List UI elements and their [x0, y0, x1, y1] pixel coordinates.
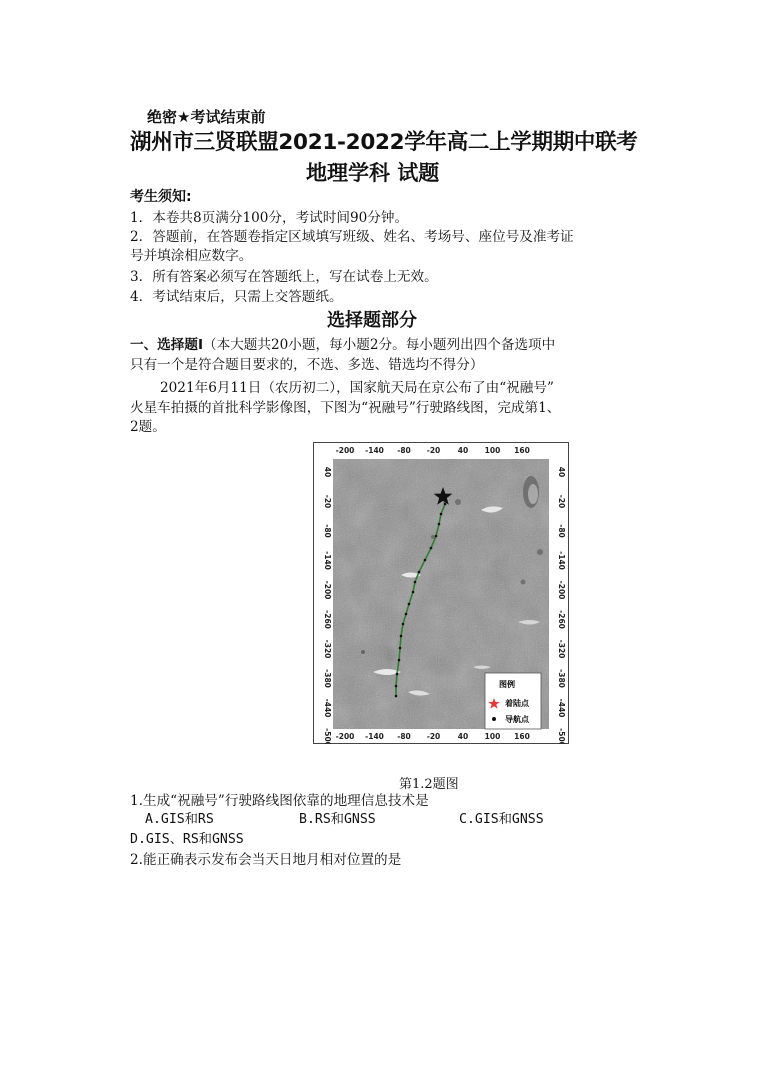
legend-title: 图例 [499, 680, 515, 689]
secret-label: 绝密★考试结束前 [147, 108, 266, 126]
nav-point [414, 581, 417, 584]
x-tick-label: -200 [335, 446, 355, 455]
map-legend [485, 673, 541, 729]
part-desc: （本大题共20小题，每小题2分。每小题列出四个备选项中 [203, 337, 556, 353]
intro-text: 2题。 [130, 419, 166, 435]
y-tick-label: -200 [557, 580, 566, 600]
nav-point [400, 635, 403, 638]
legend-dot-icon [492, 717, 496, 721]
x-tick-label: -200 [335, 732, 355, 741]
question-2: 2.能正确表示发布会当天日地月相对位置的是 [130, 852, 402, 868]
exam-subtitle: 地理学科 试题 [306, 161, 440, 185]
part-heading [130, 333, 555, 353]
y-tick-label: -140 [323, 551, 332, 570]
legend-landing: 着陆点 [505, 699, 529, 708]
route-map [313, 442, 569, 744]
y-tick-label: 40 [557, 466, 566, 478]
notice-item: 3．所有答案必须写在答题纸上，写在试卷上无效。 [130, 269, 438, 285]
y-tick-label: -20 [557, 494, 566, 509]
nav-point [395, 685, 398, 688]
x-tick-label: 100 [484, 732, 501, 741]
y-tick-label: 40 [323, 466, 332, 478]
notice-item: 号并填涂相应数字。 [130, 248, 253, 264]
nav-point [424, 559, 427, 562]
part-desc-2: 只有一个是符合题目要求的，不选、多选、错选均不得分） [130, 357, 484, 373]
notice-item: 2．答题前，在答题卷指定区域填写班级、姓名、考场号、座位号及准考证 [130, 229, 574, 245]
y-tick-label: -260 [557, 610, 566, 629]
y-tick-label: -380 [323, 669, 332, 688]
x-tick-label: -140 [365, 732, 384, 741]
y-tick-label: -260 [323, 610, 332, 629]
x-tick-label: -20 [426, 446, 441, 455]
section-title: 选择题部分 [327, 310, 417, 331]
y-tick-label: -140 [557, 551, 566, 570]
x-tick-label: -80 [397, 732, 411, 741]
option-a: A.GIS和RS [145, 812, 214, 827]
nav-point [438, 523, 441, 526]
nav-point [430, 547, 433, 550]
y-tick-label: -80 [557, 524, 566, 538]
x-tick-label: 40 [457, 732, 469, 741]
x-tick-label: -20 [426, 732, 441, 741]
intro-text: 火星车拍摄的首批科学影像图，下图为“祝融号”行驶路线图，完成第1、 [130, 400, 561, 416]
x-tick-label: -140 [365, 446, 384, 455]
nav-point [399, 647, 402, 650]
nav-point [412, 591, 415, 594]
nav-point [395, 695, 398, 698]
y-tick-label: -440 [557, 698, 566, 718]
option-d: D.GIS、RS和GNSS [130, 832, 244, 847]
question-1: 1.生成“祝融号”行驶路线图依靠的地理信息技术是 [130, 793, 429, 809]
nav-point [440, 513, 443, 516]
nav-point [444, 503, 447, 506]
legend-nav: 导航点 [505, 715, 529, 724]
x-tick-label: -80 [397, 446, 411, 455]
y-tick-label: -320 [323, 639, 332, 659]
y-tick-label: -20 [323, 494, 332, 509]
nav-point [405, 613, 408, 616]
y-tick-label: -440 [323, 698, 332, 718]
route-map-svg [313, 442, 569, 744]
x-tick-label: 160 [514, 446, 530, 455]
figure-caption: 第1.2题图 [399, 777, 459, 792]
y-tick-label: -500 [557, 728, 566, 744]
part-label: 一、选择题Ⅰ [130, 337, 204, 353]
y-tick-label: -200 [323, 580, 332, 600]
y-tick-label: -500 [323, 728, 332, 744]
y-tick-label: -320 [557, 639, 566, 659]
y-tick-label: -80 [323, 524, 332, 538]
notice-item: 4．考试结束后，只需上交答题纸。 [130, 289, 343, 305]
notice-item: 1．本卷共8页满分100分，考试时间90分钟。 [130, 210, 409, 226]
option-b: B.RS和GNSS [299, 812, 376, 827]
x-tick-label: 40 [457, 446, 469, 455]
nav-point [408, 603, 411, 606]
x-tick-label: 160 [514, 732, 530, 741]
option-c: C.GIS和GNSS [459, 812, 544, 827]
y-tick-label: -380 [557, 669, 566, 688]
intro-text: 2021年6月11日（农历初二），国家航天局在京公布了由“祝融号” [160, 380, 554, 396]
notice-heading: 考生须知: [130, 189, 192, 205]
nav-point [402, 623, 405, 626]
nav-point [435, 535, 438, 538]
nav-point [398, 659, 401, 662]
nav-point [396, 673, 399, 676]
nav-point [418, 571, 421, 574]
exam-title: 湖州市三贤联盟2021-2022学年高二上学期期中联考 [130, 130, 638, 155]
x-tick-label: 100 [484, 446, 501, 455]
